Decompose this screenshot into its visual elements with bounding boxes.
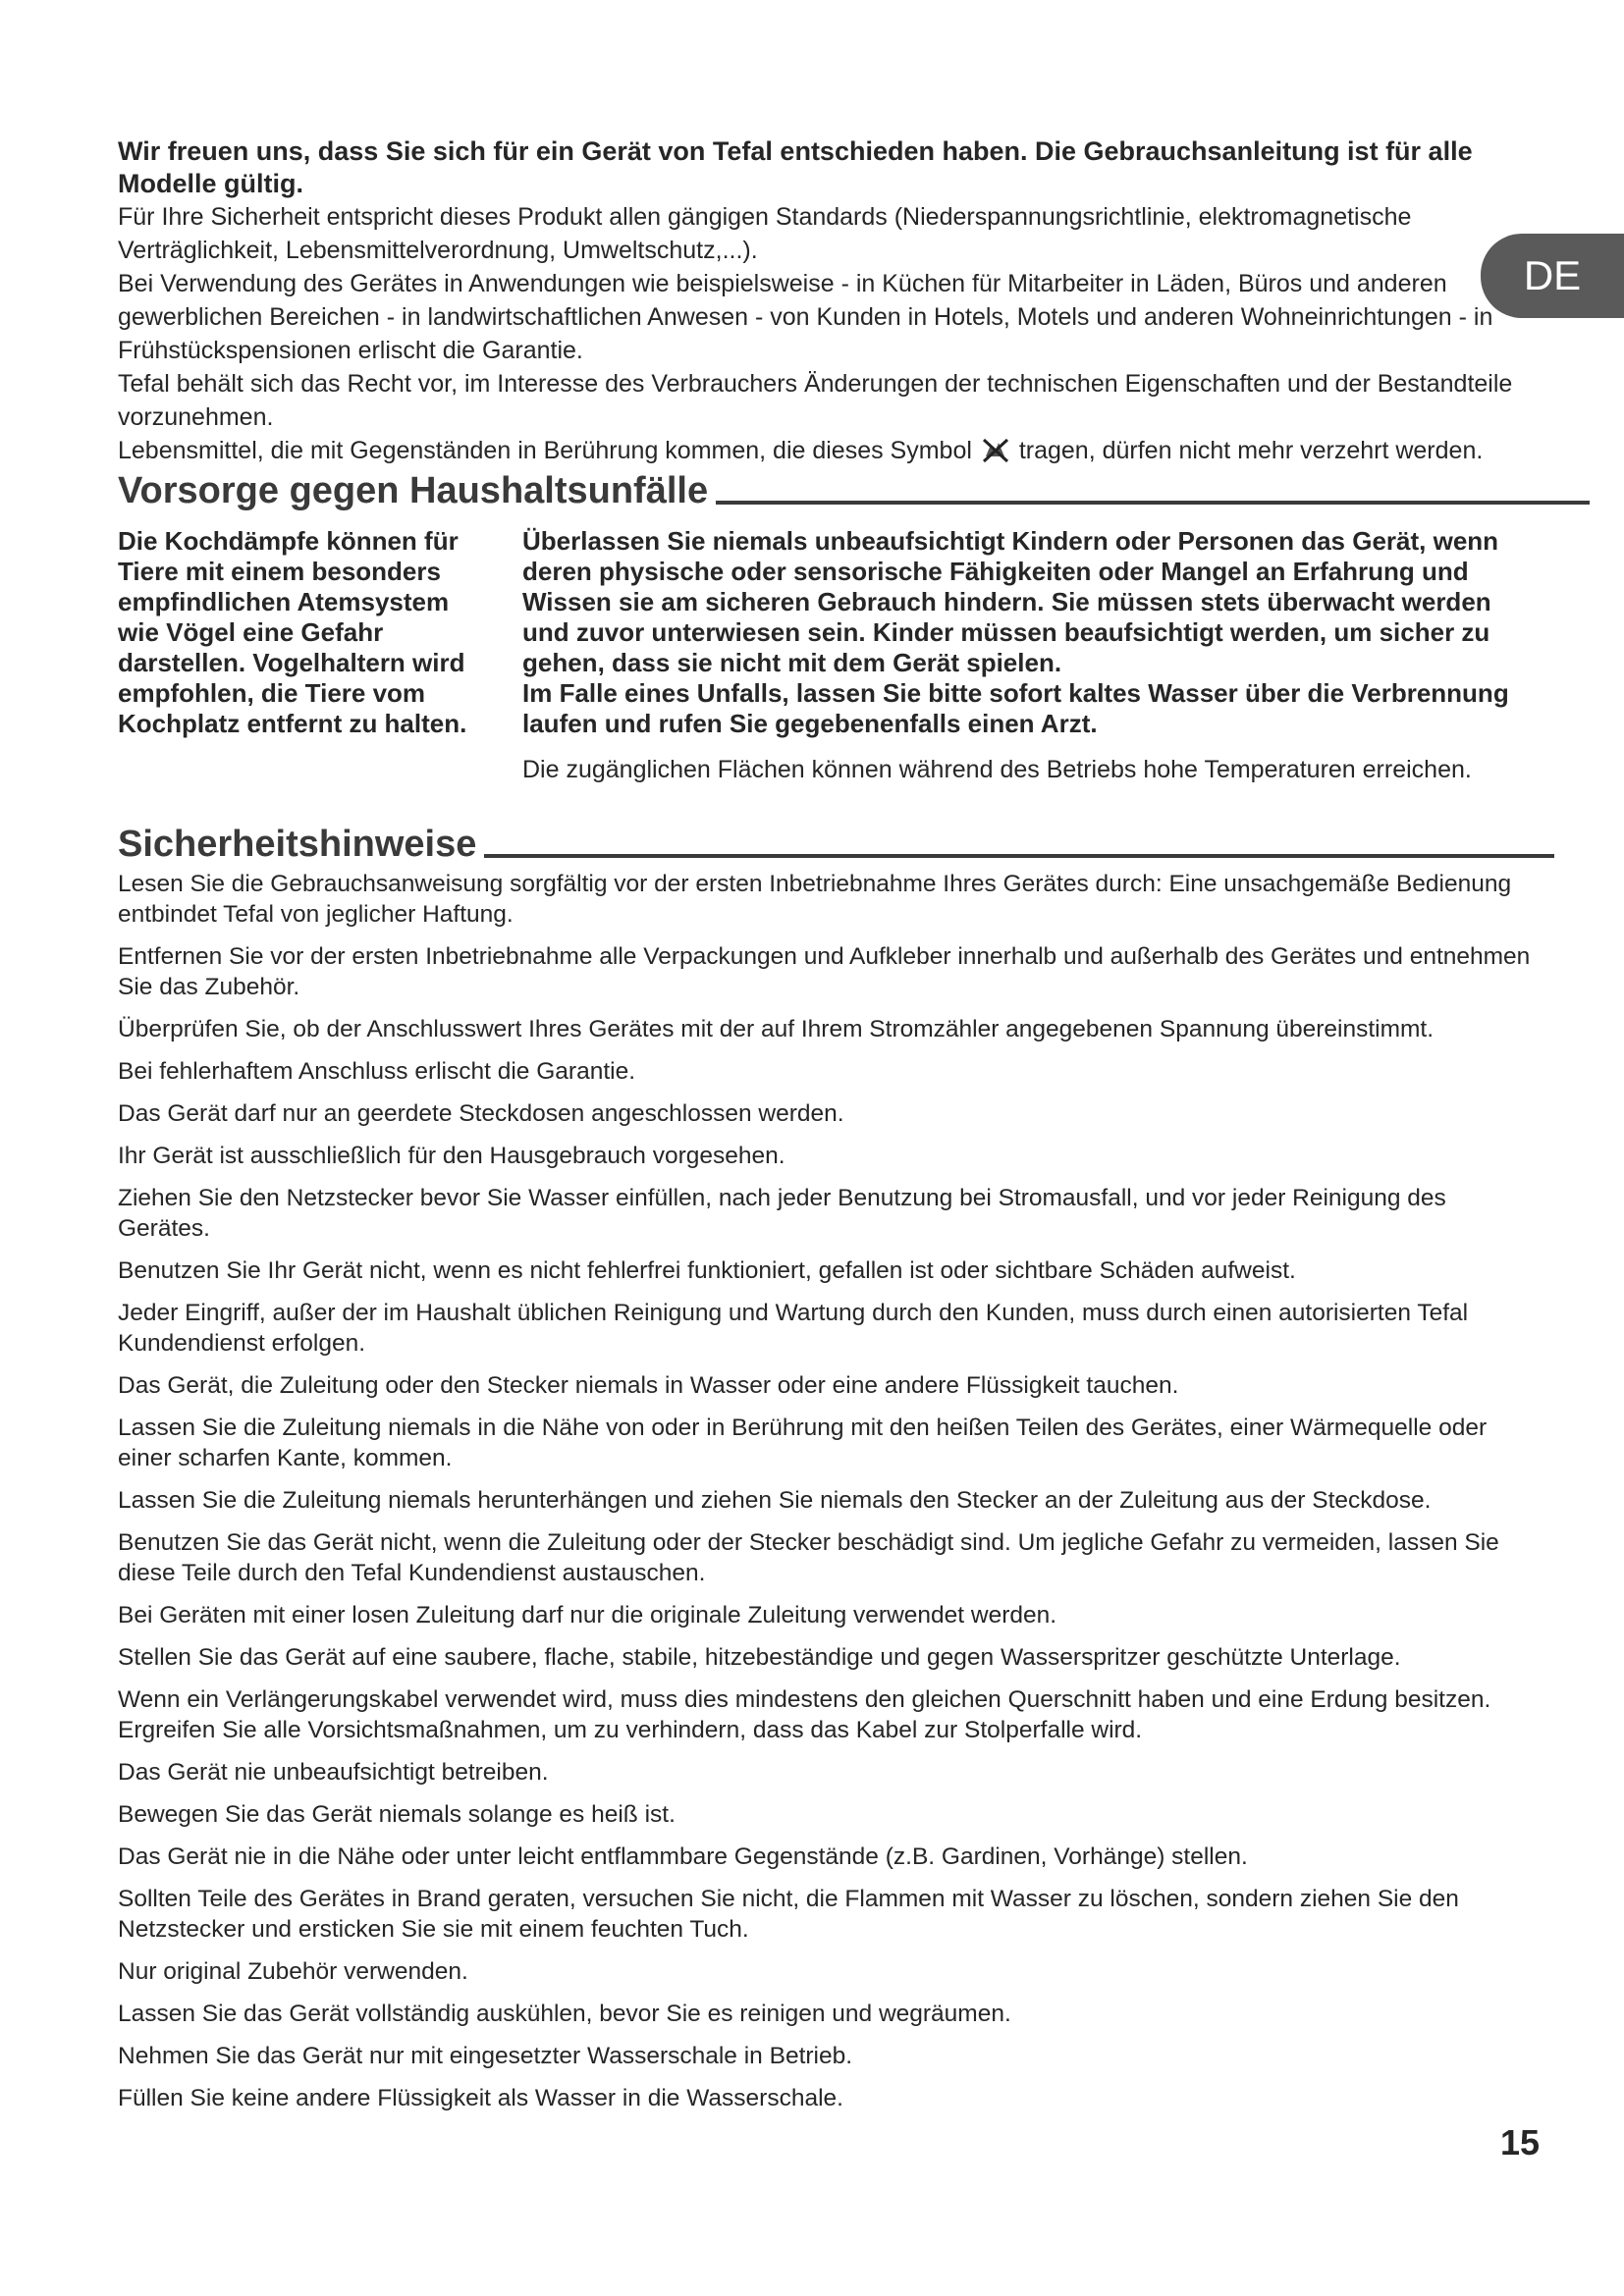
accident-warning: Im Falle eines Unfalls, lassen Sie bitte sofort kaltes Wasser über die Verbrennung laufen und rufen Sie gegebenenfalls einen Arzt. — [522, 678, 1509, 738]
safety-item: Bei fehlerhaftem Anschluss erlischt die Garantie. — [118, 1058, 636, 1085]
safety-item: Nehmen Sie das Gerät nur mit eingesetzter Wasserschale in Betrieb. — [118, 2043, 853, 2069]
safety-item: Wenn ein Verlängerungskabel verwendet wird, muss dies mindestens den gleichen Querschnitt haben und eine Erdung besitzen. Ergreifen Sie alle Vorsichtsmaßnahmen, um zu verhindern, dass das Kabel zur Stolperfalle wird. — [118, 1686, 1491, 1743]
safety-item: Das Gerät darf nur an geerdete Steckdosen angeschlossen werden. — [118, 1100, 844, 1127]
safety-instructions — [118, 869, 1537, 2125]
section-title-safety-text: Sicherheitshinweise — [118, 824, 477, 865]
safety-item: Nur original Zubehör verwenden. — [118, 1958, 468, 1985]
safety-item: Bei Geräten mit einer losen Zuleitung darf nur die originale Zuleitung verwendet werden. — [118, 1602, 1057, 1629]
intro-paragraph-changes: Tefal behält sich das Recht vor, im Interesse des Verbrauchers Änderungen der technischen Eigenschaften und der Bestandteile vorzunehmen. — [118, 370, 1513, 431]
safety-item: Füllen Sie keine andere Flüssigkeit als Wasser in die Wasserschale. — [118, 2085, 843, 2111]
section-title-accidents — [118, 469, 1590, 512]
intro-paragraph-food-symbol — [118, 434, 1537, 467]
safety-item: Lassen Sie die Zuleitung niemals herunterhängen und ziehen Sie niemals den Stecker an der Zuleitung aus der Steckdose. — [118, 1487, 1432, 1514]
safety-item: Ihr Gerät ist ausschließlich für den Hausgebrauch vorgesehen. — [118, 1143, 785, 1169]
intro-paragraph-standards: Für Ihre Sicherheit entspricht dieses Produkt allen gängigen Standards (Niederspannungsrichtlinie, elektromagnetische Verträglichkeit, Lebensmittelverordnung, Umweltschutz,...). — [118, 203, 1412, 264]
language-tab: DE — [1481, 234, 1624, 318]
page-number: 15 — [1500, 2122, 1541, 2163]
intro-paragraph-warranty: Bei Verwendung des Gerätes in Anwendungen wie beispielsweise - in Küchen für Mitarbeiter in Läden, Büros und anderen gewerblichen Bereichen - in landwirtschaftlichen Anwesen - von Kunden in Hotels, Motels und anderen Wohneinrichtungen - in Frühstückspensionen erlischt die Garantie. — [118, 270, 1493, 364]
safety-item: Überprüfen Sie, ob der Anschlusswert Ihres Gerätes mit der auf Ihrem Stromzähler angegebenen Spannung übereinstimmt. — [118, 1016, 1435, 1042]
intro-lead: Wir freuen uns, dass Sie sich für ein Gerät von Tefal entschieden haben. Die Gebrauchsanleitung ist für alle Modelle gültig. — [118, 136, 1473, 198]
safety-item: Das Gerät nie in die Nähe oder unter leicht entflammbare Gegenstände (z.B. Gardinen, Vorhänge) stellen. — [118, 1843, 1248, 1870]
safety-item: Entfernen Sie vor der ersten Inbetriebnahme alle Verpackungen und Aufkleber innerhalb und außerhalb des Gerätes und entnehmen Sie das Zubehör. — [118, 943, 1531, 1000]
safety-item: Jeder Eingriff, außer der im Haushalt üblichen Reinigung und Wartung durch den Kunden, muss durch einen autorisierten Tefal Kundendienst erfolgen. — [118, 1300, 1469, 1357]
children-warning: Überlassen Sie niemals unbeaufsichtigt Kindern oder Personen das Gerät, wenn deren physische oder sensorische Fähigkeiten oder Mangel an Erfahrung und Wissen sie am sicheren Gebrauch hindern. Sie müssen stets überwacht werden und zuvor unterwiesen sein. Kinder müssen beaufsichtigt werden, um sicher zu gehen, dass sie nicht mit dem Gerät spielen. — [522, 526, 1499, 677]
safety-item: Stellen Sie das Gerät auf eine saubere, flache, stabile, hitzebeständige und gegen Wasserspritzer geschützte Unterlage. — [118, 1644, 1401, 1671]
food-symbol-text-after: tragen, dürfen nicht mehr verzehrt werden. — [1018, 437, 1484, 464]
intro-section — [118, 135, 1537, 467]
safety-item: Benutzen Sie das Gerät nicht, wenn die Zuleitung oder der Stecker beschädigt sind. Um jegliche Gefahr zu vermeiden, lassen Sie diese Teile durch den Tefal Kundendienst austauschen. — [118, 1529, 1499, 1586]
safety-item: Lesen Sie die Gebrauchsanweisung sorgfältig vor der ersten Inbetriebnahme Ihres Gerätes durch: Eine unsachgemäße Bedienung entbindet Tefal von jeglicher Haftung. — [118, 871, 1512, 928]
section-title-rule — [484, 854, 1554, 858]
safety-item: Das Gerät nie unbeaufsichtigt betreiben. — [118, 1759, 549, 1786]
section-title-rule — [716, 501, 1590, 505]
safety-item: Bewegen Sie das Gerät niemals solange es heiß ist. — [118, 1801, 676, 1828]
safety-item: Ziehen Sie den Netzstecker bevor Sie Wasser einfüllen, nach jeder Benutzung bei Stromausfall, und vor jeder Reinigung des Gerätes. — [118, 1185, 1446, 1242]
accident-warnings-column — [522, 526, 1534, 785]
safety-item: Lassen Sie das Gerät vollständig auskühlen, bevor Sie es reinigen und wegräumen. — [118, 2001, 1011, 2027]
section-title-accidents-text: Vorsorge gegen Haushaltsunfälle — [118, 470, 709, 511]
safety-item: Sollten Teile des Gerätes in Brand geraten, versuchen Sie nicht, die Flammen mit Wasser zu löschen, sondern ziehen Sie den Netzstecker und ersticken Sie sie mit einem feuchten Tuch. — [118, 1886, 1459, 1943]
safety-item: Benutzen Sie Ihr Gerät nicht, wenn es nicht fehlerfrei funktioniert, gefallen ist oder sichtbare Schäden aufweist. — [118, 1257, 1296, 1284]
crossed-food-contact-icon — [981, 437, 1010, 464]
pet-warning-column: Die Kochdämpfe können für Tiere mit einem besonders empfindlichen Atemsystem wie Vögel eine Gefahr darstellen. Vogelhaltern wird empfohlen, die Tiere vom Kochplatz entfernt zu halten. — [118, 526, 467, 738]
safety-item: Lassen Sie die Zuleitung niemals in die Nähe von oder in Berührung mit den heißen Teilen des Gerätes, einer Wärmequelle oder einer scharfen Kante, kommen. — [118, 1415, 1488, 1471]
food-symbol-text-before: Lebensmittel, die mit Gegenständen in Berührung kommen, die dieses Symbol — [118, 437, 972, 464]
safety-item: Das Gerät, die Zuleitung oder den Stecker niemals in Wasser oder eine andere Flüssigkeit tauchen. — [118, 1372, 1179, 1399]
hot-surface-note: Die zugänglichen Flächen können während des Betriebs hohe Temperaturen erreichen. — [522, 756, 1472, 783]
section-title-safety — [118, 823, 1554, 866]
